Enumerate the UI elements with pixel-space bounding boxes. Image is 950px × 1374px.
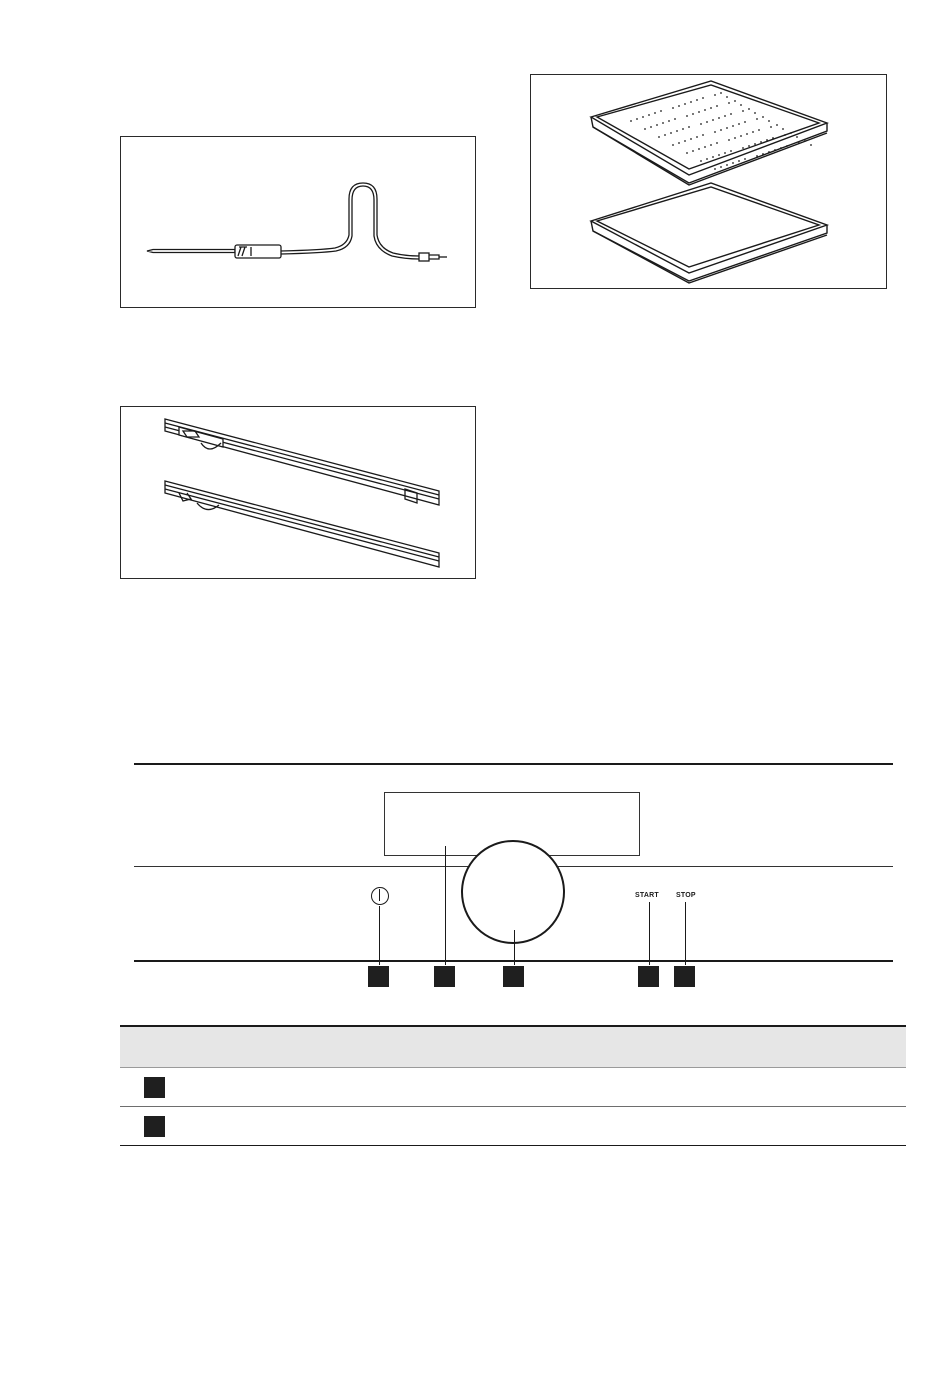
table-row xyxy=(120,1068,906,1107)
leader-line-stop xyxy=(685,902,686,965)
core-temperature-sensor-icon xyxy=(121,137,475,307)
leader-line-power xyxy=(379,906,380,965)
baking-tray-and-grill-tray-icon xyxy=(531,75,886,288)
callout-marker-icon xyxy=(144,1077,165,1098)
telescopic-runners-icon xyxy=(121,407,475,578)
callout-marker-icon xyxy=(638,966,659,987)
power-symbol xyxy=(371,887,389,905)
baking-trays-figure xyxy=(530,74,887,289)
control-knob xyxy=(461,840,565,944)
legend-table xyxy=(120,1025,906,1146)
panel-top-edge xyxy=(134,763,893,765)
core-temperature-sensor-figure xyxy=(120,136,476,308)
stop-label: STOP xyxy=(676,892,696,899)
callout-marker-icon xyxy=(503,966,524,987)
start-label: START xyxy=(635,892,659,899)
table-header xyxy=(120,1025,906,1068)
leader-line-display xyxy=(445,846,446,965)
callout-marker-icon xyxy=(434,966,455,987)
leader-line-start xyxy=(649,902,650,965)
telescopic-runners-figure xyxy=(120,406,476,579)
callout-marker-icon xyxy=(368,966,389,987)
power-icon xyxy=(379,889,380,901)
callout-marker-icon xyxy=(674,966,695,987)
callout-marker-icon xyxy=(144,1116,165,1137)
leader-line-knob xyxy=(514,930,515,965)
table-row xyxy=(120,1107,906,1146)
